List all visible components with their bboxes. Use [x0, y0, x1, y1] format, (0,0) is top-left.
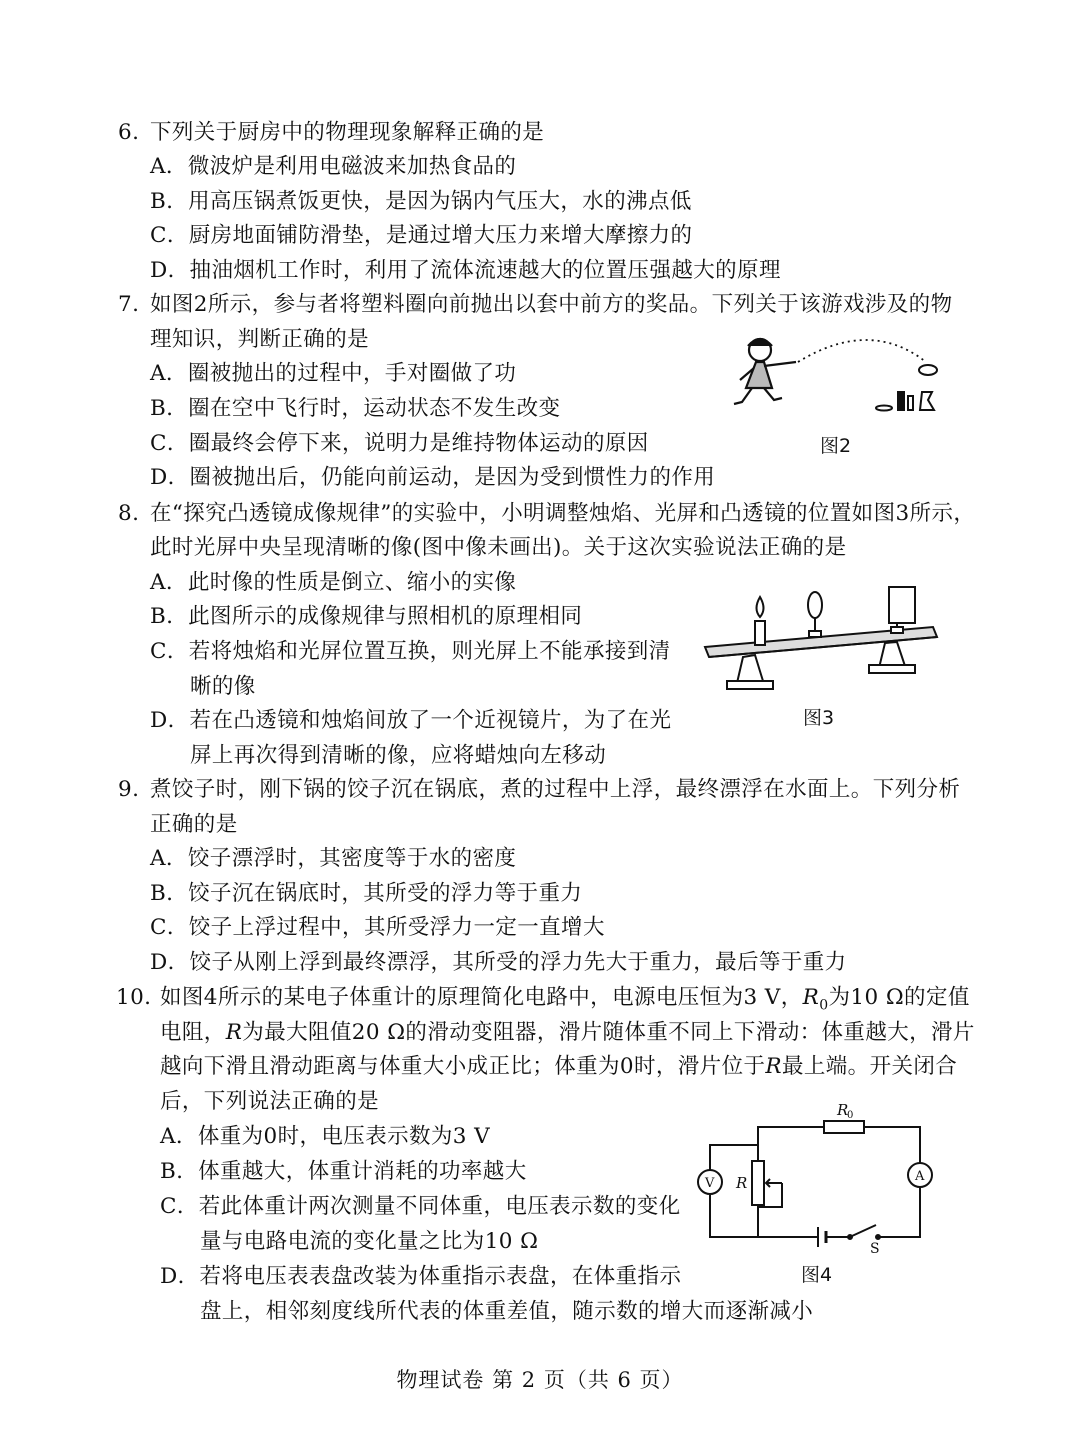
- question-stem: 如图2所示，参与者将塑料圈向前抛出以套中前方的奖品。下列关于该游戏涉及的物: [150, 292, 953, 317]
- light-screen: [889, 587, 915, 623]
- question-stem: 正确的是: [150, 812, 238, 837]
- option-d: D．圈被抛出后，仍能向前运动，是因为受到惯性力的作用: [150, 465, 716, 490]
- option-a: A．饺子漂浮时，其密度等于水的密度: [150, 846, 517, 871]
- circuit-wire-top-right: [864, 1127, 920, 1163]
- question-number: 9.: [118, 777, 140, 802]
- question-stem: 此时光屏中央呈现清晰的像(图中像未画出)。关于这次实验说法正确的是: [150, 535, 847, 560]
- option-c: C．若此体重计两次测量不同体重，电压表示数的变化: [160, 1194, 681, 1219]
- option-a: A．体重为0时，电压表示数为3 V: [160, 1124, 491, 1149]
- option-c: C．若将烛焰和光屏位置互换，则光屏上不能承接到清: [150, 639, 671, 664]
- option-b: B．饺子沉在锅底时，其所受的浮力等于重力: [150, 881, 583, 906]
- ring: [919, 365, 937, 375]
- circuit-wire-right: [878, 1187, 920, 1237]
- candle-flame: [757, 597, 764, 617]
- option-b: B．圈在空中飞行时，运动状态不发生改变: [150, 396, 561, 421]
- option-c: C．厨房地面铺防滑垫，是通过增大压力来增大摩擦力的: [150, 223, 693, 248]
- option-b: B．体重越大，体重计消耗的功率越大: [160, 1159, 527, 1184]
- r0-subscript: 0: [847, 1110, 854, 1121]
- option-b: B．用高压锅煮饭更快，是因为锅内气压大，水的沸点低: [150, 189, 692, 214]
- option-c: C．饺子上浮过程中，其所受浮力一定一直增大: [150, 915, 605, 940]
- ammeter-label: A: [915, 1169, 925, 1184]
- throw-trajectory: [798, 340, 926, 362]
- rheostat-r: [752, 1161, 764, 1205]
- girl-figure: [734, 339, 796, 404]
- option-d-continued: 盘上，相邻刻度线所代表的体重差值，随示数的增大而逐渐减小: [200, 1299, 814, 1324]
- voltmeter-label: V: [705, 1176, 715, 1191]
- option-d: D．若将电压表表盘改装为体重指示表盘，在体重指示: [160, 1264, 682, 1289]
- candle: [755, 621, 765, 645]
- resistor-r0: [824, 1121, 864, 1133]
- question-stem: 电阻，R为最大阻值20 Ω的滑动变阻器，滑片随体重不同上下滑动：体重越大，滑片: [160, 1020, 975, 1045]
- option-d: D．若在凸透镜和烛焰间放了一个近视镜片，为了在光: [150, 708, 672, 733]
- question-number: 10.: [116, 985, 152, 1010]
- option-d-continued: 屏上再次得到清晰的像，应将蜡烛向左移动: [190, 743, 607, 768]
- option-b: B．此图所示的成像规律与照相机的原理相同: [150, 604, 583, 629]
- figure-caption: 图4: [801, 1264, 833, 1286]
- question-stem: 后，下列说法正确的是: [160, 1089, 380, 1114]
- question-number: 6.: [118, 120, 140, 145]
- figure-4-circuit: [690, 1095, 940, 1255]
- question-number: 7.: [118, 292, 140, 317]
- option-c: C．圈最终会停下来，说明力是维持物体运动的原因: [150, 431, 649, 456]
- question-stem: 理知识，判断正确的是: [150, 327, 370, 352]
- r-label: R: [736, 1174, 748, 1192]
- option-d: D．抽油烟机工作时，利用了流体流速越大的位置压强越大的原理: [150, 258, 781, 283]
- figure-caption: 图2: [820, 435, 852, 457]
- figure-caption: 图3: [803, 707, 835, 729]
- switch-label: S: [870, 1241, 880, 1257]
- option-a: A．圈被抛出的过程中，手对圈做了功: [150, 361, 517, 386]
- question-stem: 在“探究凸透镜成像规律”的实验中，小明调整烛焰、光屏和凸透镜的位置如图3所示，: [150, 501, 976, 526]
- bench-support-left: [737, 655, 763, 683]
- convex-lens: [808, 592, 822, 618]
- question-stem: 越向下滑且滑动距离与体重大小成正比；体重为0时，滑片位于R最上端。开关闭合: [160, 1054, 958, 1079]
- option-d: D．饺子从刚上浮到最终漂浮，其所受的浮力先大于重力，最后等于重力: [150, 950, 847, 975]
- question-stem: 煮饺子时，刚下锅的饺子沉在锅底，煮的过程中上浮，最终漂浮在水面上。下列分析: [150, 777, 961, 802]
- figure-2-ring-toss: [730, 330, 950, 430]
- option-a: A．微波炉是利用电磁波来加热食品的: [150, 154, 517, 179]
- question-number: 8.: [118, 501, 140, 526]
- switch-s: [852, 1225, 876, 1236]
- page-footer: 物理试卷 第 2 页（共 6 页）: [396, 1368, 684, 1392]
- question-stem: 如图4所示的某电子体重计的原理简化电路中，电源电压恒为3 V，$R_0$为10 Ω的定值: [160, 985, 970, 1014]
- figure-3-optical-bench: [705, 585, 945, 695]
- prizes: [876, 392, 934, 411]
- question-stem: 下列关于厨房中的物理现象解释正确的是: [150, 120, 545, 145]
- circuit-wire-top: [710, 1127, 824, 1170]
- option-c-continued: 量与电路电流的变化量之比为10 Ω: [200, 1229, 539, 1254]
- r0-label: R: [837, 1101, 849, 1119]
- option-c-continued: 晰的像: [190, 674, 256, 699]
- option-a: A．此时像的性质是倒立、缩小的实像: [150, 570, 517, 595]
